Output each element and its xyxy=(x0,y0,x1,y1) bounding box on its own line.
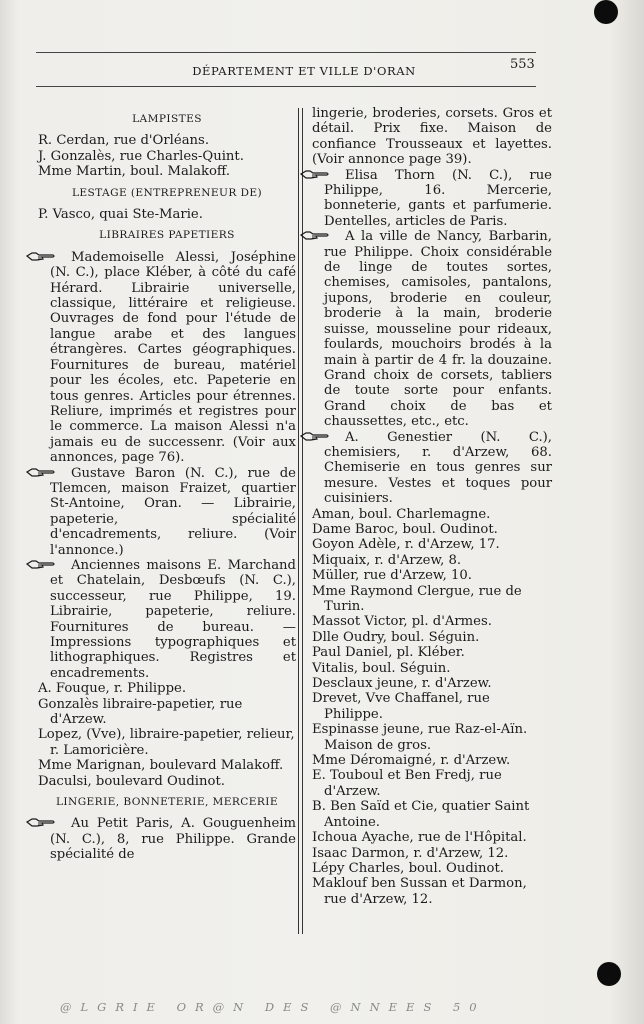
pointing-hand-icon xyxy=(312,431,342,442)
watermark: @LGRIE OR@N DES @NNEES 50 xyxy=(60,1000,486,1014)
header-rule xyxy=(36,86,536,87)
advertisement-entry xyxy=(312,430,552,507)
directory-entry: J. Gonzalès, rue Charles-Quint. xyxy=(38,148,244,164)
column-divider xyxy=(298,108,299,934)
directory-entry: Gonzalès libraire-papetier, rue d'Arzew. xyxy=(38,696,243,728)
section-heading: LESTAGE (ENTREPRENEUR DE) xyxy=(71,186,263,199)
advertisement-entry xyxy=(38,558,296,681)
directory-entry: Lépy Charles, boul. Oudinot. xyxy=(312,860,504,876)
directory-entry: E. Touboul et Ben Fredj, rue d'Arzew. xyxy=(312,768,502,799)
directory-entry: Dlle Oudry, boul. Séguin. xyxy=(312,629,480,645)
right-column xyxy=(312,106,552,907)
directory-entry: Lopez, (Vve), libraire-papetier, relieur, r. Lamoricière. xyxy=(38,727,295,758)
advertisement-entry xyxy=(38,816,296,862)
directory-entry: Espinasse jeune, rue Raz-el-Aïn. Maison de gros. xyxy=(312,722,528,753)
directory-entry: Maklouf ben Sussan et Darmon, rue d'Arzew, 12. xyxy=(312,876,527,907)
entry-text: Anciennes maisons E. Marchand et Chatelain, Desbœufs (N. C.), successeur, rue Philippe, 19. Librairie, papeterie, reliure. Fournitures de bureau. — Impressions typographiques et lithographiques. Registres et encadrements. xyxy=(50,557,296,681)
entry-continuation: lingerie, broderies, corsets. Gros et détail. Prix fixe. Maison de confiance Trousseaux et layettes. (Voir annonce page 39). xyxy=(312,106,552,168)
directory-entry: Dame Baroc, boul. Oudinot. xyxy=(312,521,498,537)
directory-entry: P. Vasco, quai Ste-Marie. xyxy=(38,207,203,223)
directory-entry: Aman, boul. Charlemagne. xyxy=(312,506,491,522)
directory-entry: Isaac Darmon, r. d'Arzew, 12. xyxy=(312,845,509,861)
directory-entry: Paul Daniel, pl. Kléber. xyxy=(312,645,465,661)
directory-entry: R. Cerdan, rue d'Orléans. xyxy=(38,133,210,149)
entry-text: A. Genestier (N. C.), chemisiers, r. d'Arzew, 68. Chemiserie en tous genres sur mesure. Vestes et toques pour cuisiniers. xyxy=(324,429,552,507)
left-column xyxy=(38,106,296,863)
header-rule xyxy=(36,52,536,53)
directory-entry: Miquaix, r. d'Arzew, 8. xyxy=(312,552,462,568)
entry-text: Au Petit Paris, A. Gouguenheim (N. C.), 8, rue Philippe. Grande spécialité de xyxy=(50,816,296,863)
entry-text: Elisa Thorn (N. C.), rue Philippe, 16. Mercerie, bonneterie, gants et parfumerie. Dentelles, articles de Paris. xyxy=(324,167,552,229)
directory-entry: Massot Victor, pl. d'Armes. xyxy=(312,614,492,630)
directory-entry: A. Fouque, r. Philippe. xyxy=(38,681,187,697)
section-heading: LAMPISTES xyxy=(132,113,202,125)
punch-hole xyxy=(594,0,618,24)
advertisement-entry xyxy=(312,229,552,429)
pointing-hand-icon xyxy=(312,169,342,180)
advertisement-entry xyxy=(312,168,552,230)
directory-entry: Ichoua Ayache, rue de l'Hôpital. xyxy=(312,830,527,846)
pointing-hand-icon xyxy=(312,230,342,241)
section-heading: LINGERIE, BONNETERIE, MERCERIE xyxy=(56,796,278,809)
section-heading: LIBRAIRES PAPETIERS xyxy=(99,229,235,242)
running-header: DÉPARTEMENT ET VILLE D'ORAN xyxy=(192,64,416,78)
entry-text: Gustave Baron (N. C.), rue de Tlemcen, maison Fraizet, quartier St-Antoine, Oran. — Librairie, papeterie, spécialité d'encadrements, reliure. (Voir l'annonce.) xyxy=(50,465,296,558)
pointing-hand-icon xyxy=(38,251,68,262)
pointing-hand-icon xyxy=(38,467,68,478)
directory-entry: Mme Marignan, boulevard Malakoff. xyxy=(38,758,284,774)
pointing-hand-icon xyxy=(38,817,68,828)
directory-entry: Müller, rue d'Arzew, 10. xyxy=(312,568,472,584)
directory-entry: Vitalis, boul. Séguin. xyxy=(312,660,451,676)
punch-hole xyxy=(597,962,621,986)
advertisement-entry xyxy=(38,466,296,558)
entry-text: Mademoiselle Alessi, Joséphine (N. C.), place Kléber, à côté du café Hérard. Librairie universelle, classique, littéraire et religieuse. Ouvrages de fond pour l'étude de langue arabe et des langues étrangères. Cartes géographiques. Fournitures de bureau, matériel pour les écoles, etc. Papeterie en tous genres. Articles pour étrennes. Reliure, imprimés et registres pour le commerce. La maison Alessi n'a jamais eu de successenr. (Voir aux annonces, page 76). xyxy=(50,249,296,466)
directory-entry: Mme Déromaigné, r. d'Arzew. xyxy=(312,753,511,769)
directory-entry: Goyon Adèle, r. d'Arzew, 17. xyxy=(312,537,500,553)
directory-entry: Mme Raymond Clergue, rue de Turin. xyxy=(312,583,522,614)
pointing-hand-icon xyxy=(38,559,68,570)
page-number: 553 xyxy=(510,57,535,72)
directory-entry: Desclaux jeune, r. d'Arzew. xyxy=(312,676,492,692)
entry-text: A la ville de Nancy, Barbarin, rue Philippe. Choix considérable de linge de toutes sortes, chemises, camisoles, pantalons, jupons, broderie en couleur, broderie à la main, broderie suisse, mousseline pour rideaux, foulards, mouchoirs brodés à la main à partir de 4 fr. la douzaine. Grand choix de corsets, tabliers de toute sorte pour enfants. Grand choix de bas et chaussettes, etc., etc. xyxy=(324,229,552,430)
advertisement-entry xyxy=(38,250,296,466)
directory-entry: Daculsi, boulevard Oudinot. xyxy=(38,773,225,789)
directory-entry: Drevet, Vve Chaffanel, rue Philippe. xyxy=(312,691,490,722)
directory-entry: B. Ben Saïd et Cie, quatier Saint Antoine. xyxy=(312,799,530,830)
directory-entry: Mme Martin, boul. Malakoff. xyxy=(38,164,231,180)
